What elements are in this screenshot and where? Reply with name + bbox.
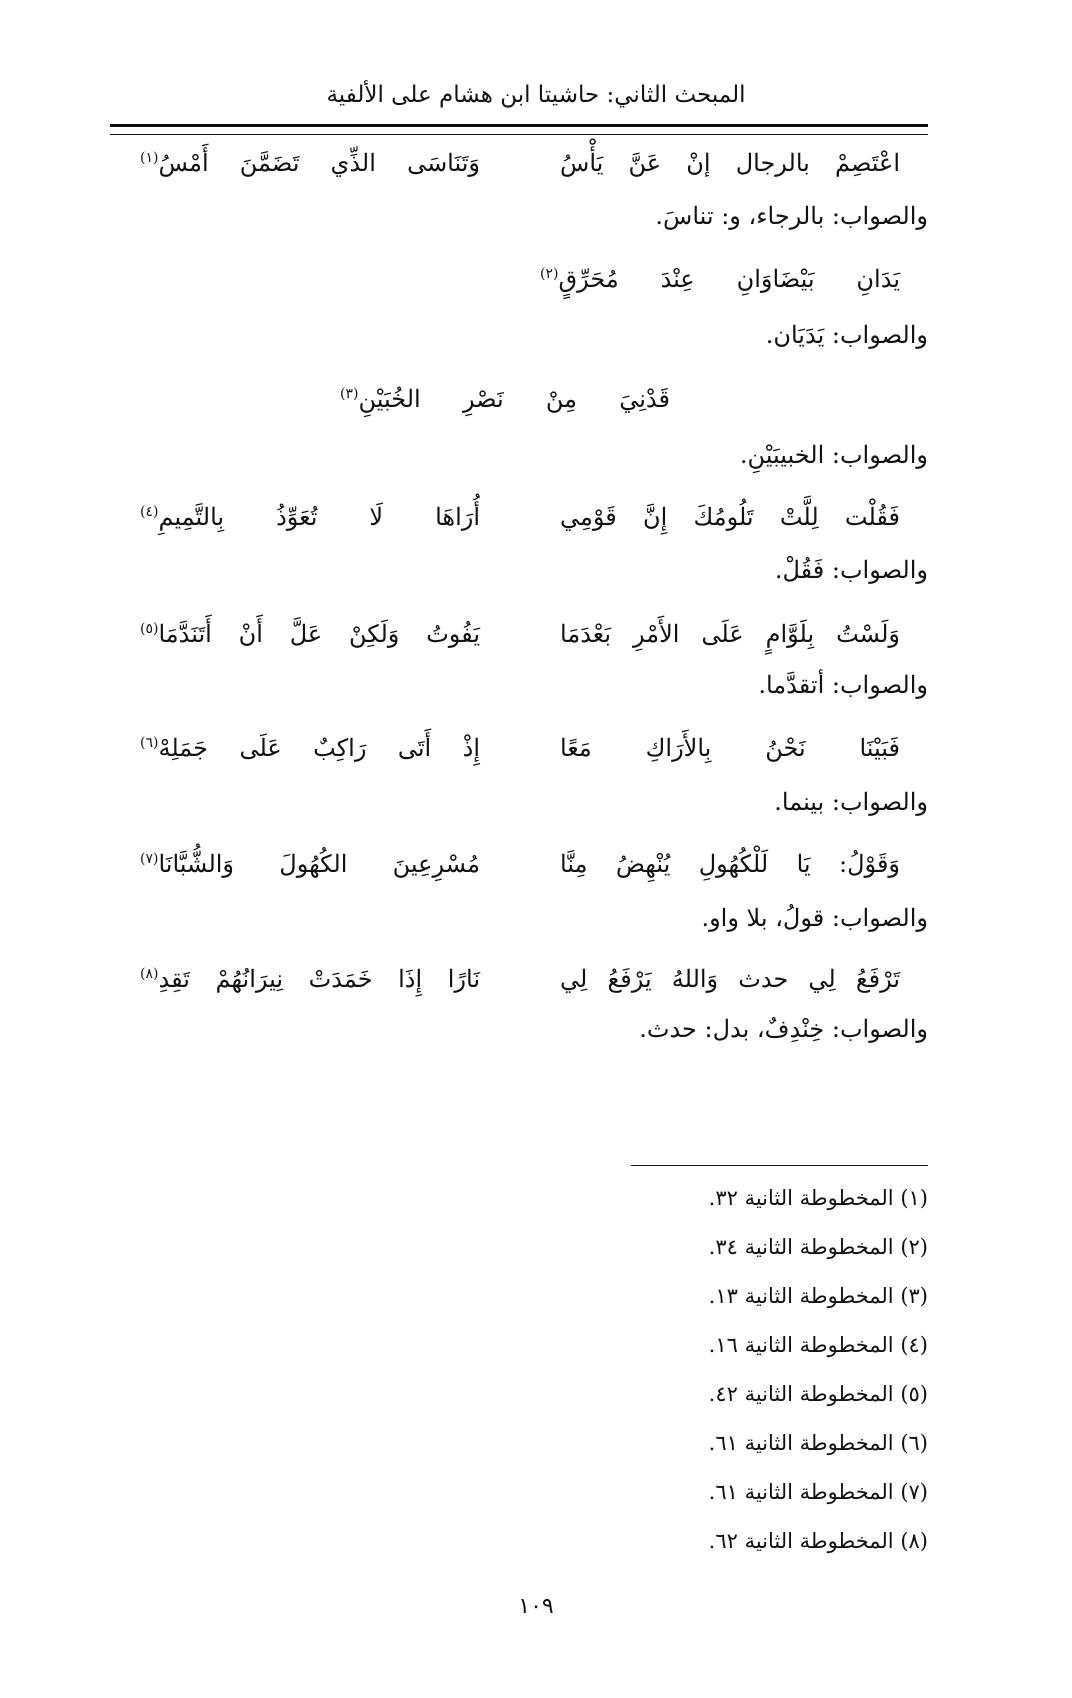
footnote-ref: (٦)	[140, 735, 159, 751]
verse-word: الكُهُولَ	[279, 850, 348, 878]
verse-word: عِنْدَ	[660, 265, 695, 293]
correction-7: والصواب: قولُ، بلا واو.	[701, 904, 928, 932]
verse-word: لَا	[369, 503, 384, 531]
verse-word: جَمَلِهْ	[158, 734, 208, 762]
correction-8: والصواب: خِنْدِفٌ، بدل: حدث.	[639, 1015, 928, 1043]
verse-6-first-hemistich	[560, 724, 900, 772]
verse-last-word	[140, 734, 208, 762]
footnote-1: (١) المخطوطة الثانية ٣٢.	[708, 1186, 928, 1210]
verse-word: يَدَانِ	[856, 265, 900, 293]
verse-word: تُعَوِّذُ	[276, 503, 318, 531]
verse-word: إِذَا	[398, 965, 423, 993]
verse-last-word	[140, 850, 234, 878]
verse-word: الأَمْرِ	[633, 620, 680, 648]
footnote-ref: (٨)	[140, 966, 159, 982]
verse-1-first-hemistich	[560, 139, 900, 187]
verse-word: الخُبَيْنِ	[358, 385, 421, 413]
verse-word: أُرَاهَا	[435, 503, 480, 531]
verse-word: فَقُلْت	[844, 503, 900, 531]
verse-word: بالرجال	[735, 149, 810, 177]
verse-7	[140, 840, 900, 888]
verse-last-word	[140, 965, 190, 993]
verse-8	[140, 955, 900, 1003]
verse-last-word	[540, 265, 619, 293]
verse-word: عَلَّ	[289, 620, 323, 648]
footnote-ref: (٣)	[340, 386, 359, 402]
verse-word: بَيْضَاوَانِ	[736, 265, 815, 293]
footnote-ref: (٧)	[140, 851, 159, 867]
verse-word: لِي	[808, 965, 836, 993]
verse-word: يُنْهِضُ	[615, 850, 671, 878]
verse-word: وَاللهُ	[671, 965, 719, 993]
verse-word: وَلَكِنْ	[348, 620, 400, 648]
verse-word: يَا	[796, 850, 811, 878]
verse-word: رَاكِبٌ	[313, 734, 367, 762]
verse-8-first-hemistich	[560, 955, 900, 1003]
verse-last-word	[340, 385, 421, 413]
verse-1-second-hemistich	[140, 139, 480, 187]
verse-3	[140, 375, 900, 423]
verse-word: إِذْ	[462, 734, 480, 762]
footnote-6: (٦) المخطوطة الثانية ٦١.	[708, 1431, 928, 1455]
correction-2: والصواب: يَدَيَان.	[765, 321, 928, 349]
verse-7-second-hemistich	[140, 840, 480, 888]
verse-word: مِنَّا	[560, 850, 588, 878]
verse-word: نِيرَانُهُمْ	[215, 965, 284, 993]
verse-6	[140, 724, 900, 772]
verse-8-second-hemistich	[140, 955, 480, 1003]
verse-last-word	[140, 620, 212, 648]
verse-word: خَمَدَتْ	[308, 965, 373, 993]
verse-5	[140, 610, 900, 658]
verse-word: أَتَنَدَّمَا	[158, 620, 212, 648]
verse-word: مِنْ	[545, 385, 578, 413]
header-rule-thin	[110, 134, 928, 135]
verse-word: يَأْسُ	[560, 149, 604, 177]
footnote-ref: (٥)	[140, 621, 159, 637]
verse-word: تَرْفَعُ	[855, 965, 900, 993]
verse-6-second-hemistich	[140, 724, 480, 772]
correction-4: والصواب: فَقُلْ.	[774, 556, 928, 584]
verse-4	[140, 493, 900, 541]
verse-word: بِالتَّمِيمِ	[158, 503, 225, 531]
footnote-ref: (١)	[140, 150, 159, 166]
verse-word: إنْ	[686, 149, 711, 177]
verse-2	[140, 255, 900, 303]
verse-word: قَدْنِيَ	[619, 385, 670, 413]
verse-word: عَلَى	[701, 620, 744, 648]
verse-word: وَلَسْتُ	[836, 620, 900, 648]
verse-word: بِلَوَّامٍ	[765, 620, 815, 648]
footnote-4: (٤) المخطوطة الثانية ١٦.	[708, 1333, 928, 1357]
footnote-3: (٣) المخطوطة الثانية ١٣.	[708, 1284, 928, 1308]
verse-word: لِلَّتْ	[779, 503, 819, 531]
verse-word: لِي	[560, 965, 588, 993]
correction-6: والصواب: بينما.	[774, 788, 928, 816]
verse-word: اعْتَصِمْ	[834, 149, 900, 177]
correction-3: والصواب: الخبيبَيْنِ.	[739, 441, 928, 469]
verse-last-word	[140, 503, 224, 531]
verse-5-first-hemistich	[560, 610, 900, 658]
verse-1	[140, 139, 900, 187]
verse-word: عَلَى	[239, 734, 282, 762]
verse-word: لَلْكُهُولِ	[698, 850, 769, 878]
verse-word: مُحَرِّقٍ	[558, 265, 619, 293]
verse-word: أَنْ	[238, 620, 263, 648]
verse-7-first-hemistich	[560, 840, 900, 888]
correction-5: والصواب: أتقدَّما.	[758, 671, 928, 699]
verse-last-word	[140, 149, 209, 177]
header-rule-thick	[110, 124, 928, 127]
verse-word: يَرْفَعُ	[607, 965, 652, 993]
verse-word: حدث	[738, 965, 789, 993]
verse-word: وَتَنَاسَى	[407, 149, 480, 177]
verse-word: يَفُوتُ	[426, 620, 480, 648]
verse-word: أَتَى	[397, 734, 432, 762]
verse-word: تَلُومُكَ	[693, 503, 754, 531]
verse-word: عَنَّ	[628, 149, 662, 177]
footnote-8: (٨) المخطوطة الثانية ٦٢.	[708, 1529, 928, 1553]
running-head: المبحث الثاني: حاشيتا ابن هشام على الألفية	[326, 82, 746, 108]
verse-word: فَبَيْنَا	[859, 734, 900, 762]
correction-1: والصواب: بالرجاء، و: تناسَ.	[655, 202, 928, 230]
verse-word: تَقِدِ	[158, 965, 190, 993]
verse-word: وَالشُّبَّانَا	[158, 850, 235, 878]
verse-word: بِالأَرَاكِ	[645, 734, 712, 762]
verse-word: الذِّي	[330, 149, 376, 177]
footnote-2: (٢) المخطوطة الثانية ٣٤.	[708, 1235, 928, 1259]
verse-3-hemistich	[340, 375, 670, 423]
footnote-rule	[631, 1165, 928, 1166]
verse-word: إِنَّ	[642, 503, 668, 531]
verse-5-second-hemistich	[140, 610, 480, 658]
verse-4-first-hemistich	[560, 493, 900, 541]
verse-word: بَعْدَمَا	[560, 620, 612, 648]
footnote-ref: (٢)	[540, 266, 559, 282]
footnote-5: (٥) المخطوطة الثانية ٤٢.	[708, 1382, 928, 1406]
verse-word: تَضَمَّنَ	[239, 149, 300, 177]
verse-word: أَمْسُ	[158, 149, 209, 177]
verse-word: مُسْرِعِينَ	[392, 850, 480, 878]
footnote-ref: (٤)	[140, 504, 159, 520]
verse-word: نَارًا	[447, 965, 480, 993]
footnote-7: (٧) المخطوطة الثانية ٦١.	[708, 1480, 928, 1504]
verse-word: نَصْرِ	[462, 385, 504, 413]
verse-word: وَقَوْلُ:	[839, 850, 900, 878]
verse-word: نَحْنُ	[765, 734, 806, 762]
verse-word: قَوْمِي	[560, 503, 617, 531]
verse-word: مَعًا	[560, 734, 592, 762]
page-number: ١٠٩	[518, 1594, 554, 1619]
verse-2-hemistich	[540, 255, 900, 303]
verse-4-second-hemistich	[140, 493, 480, 541]
